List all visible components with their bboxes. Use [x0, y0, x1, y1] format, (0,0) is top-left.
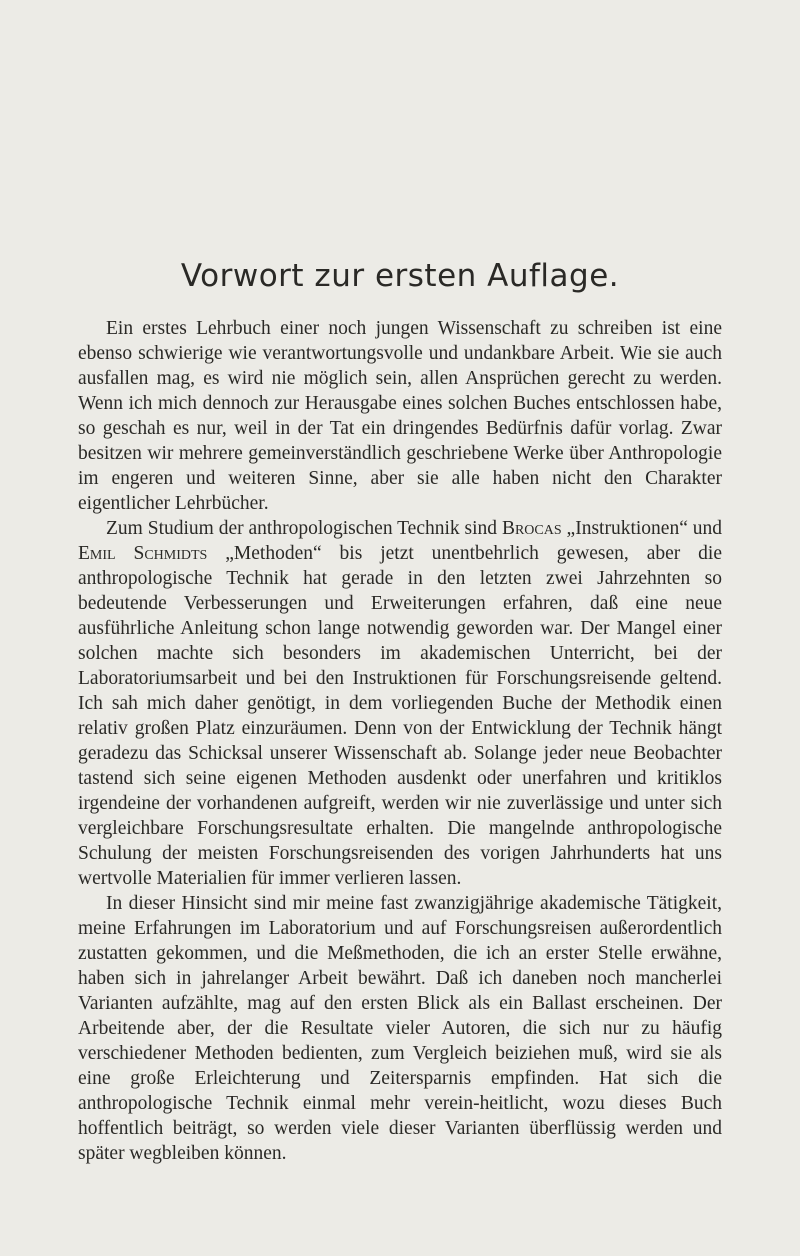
- paragraph-2-text-mid: „Instruktionen“ und: [561, 518, 722, 539]
- preface-title: Vorwort zur ersten Auflage.: [180, 258, 620, 294]
- paragraph-2-text-end: „Methoden“ bis jetzt unentbehrlich gewesen, aber die anthropologische Technik hat gerade in den letzten zwei Jahrzehnten so bedeutende Verbesserungen und Erweiterungen erfahren, daß eine neue ausführliche Anleitung schon lange notwendig geworden war. Der Mangel einer solchen machte sich besonders im akademischen Unterricht, bei der Laboratoriumsarbeit und bei den Instruktionen für Forschungsreisende geltend. Ich sah mich daher genötigt, in dem vorliegenden Buche der Methodik einen relativ großen Platz einzuräumen. Denn von der Entwicklung der Technik hängt geradezu das Schicksal unserer Wissenschaft ab. Solange jeder neue Beobachter tastend sich seine eigenen Methoden ausdenkt oder unerfahren und kritiklos irgendeine der vorhandenen aufgreift, werden wir nie zuverlässige und unter sich vergleichbare Forschungsresultate erhalten. Die mangelnde anthropologische Schulung der meisten Forschungsreisenden des vorigen Jahrhunderts hat uns wertvolle Materialien für immer verlieren lassen.: [78, 543, 722, 889]
- paragraph-1: Ein erstes Lehrbuch einer noch jungen Wissenschaft zu schreiben ist eine ebenso schwierige wie verantwortungsvolle und undankbare Arbeit. Wie sie auch ausfallen mag, es wird nie möglich sein, allen Ansprüchen gerecht zu werden. Wenn ich mich dennoch zur Herausgabe eines solchen Buches entschlossen habe, so geschah es nur, weil in der Tat ein dringendes Bedürfnis dafür vorlag. Zwar besitzen wir mehrere gemeinverständlich geschriebene Werke über Anthropologie im engeren und weiteren Sinne, aber sie alle haben nicht den Charakter eigentlicher Lehrbücher.: [78, 318, 722, 514]
- author-name-schmidt: Emil Schmidts: [78, 543, 208, 564]
- paragraph-2: [78, 516, 722, 891]
- paragraph-2-text-start: Zum Studium der anthropologischen Technik sind: [106, 518, 502, 539]
- author-name-broca: Brocas: [501, 518, 562, 539]
- paragraph-3: In dieser Hinsicht sind mir meine fast zwanzigjährige akademische Tätigkeit, meine Erfahrungen im Laboratorium und auf Forschungsreisen außerordentlich zustatten gekommen, und die Meßmethoden, die ich an erster Stelle erwähne, haben sich in jahrelanger Arbeit bewährt. Daß ich daneben noch mancherlei Varianten aufzählte, mag auf den ersten Blick als ein Ballast erscheinen. Der Arbeitende aber, der die Resultate vieler Autoren, die sich nur zu häufig verschiedener Methoden bedienten, zum Vergleich beiziehen muß, wird sie als eine große Erleichterung und Zeitersparnis empfinden. Hat sich die anthropologische Technik einmal mehr verein-heitlicht, wozu dieses Buch hoffentlich beiträgt, so werden viele dieser Varianten überflüssig werden und später wegbleiben können.: [78, 893, 722, 1164]
